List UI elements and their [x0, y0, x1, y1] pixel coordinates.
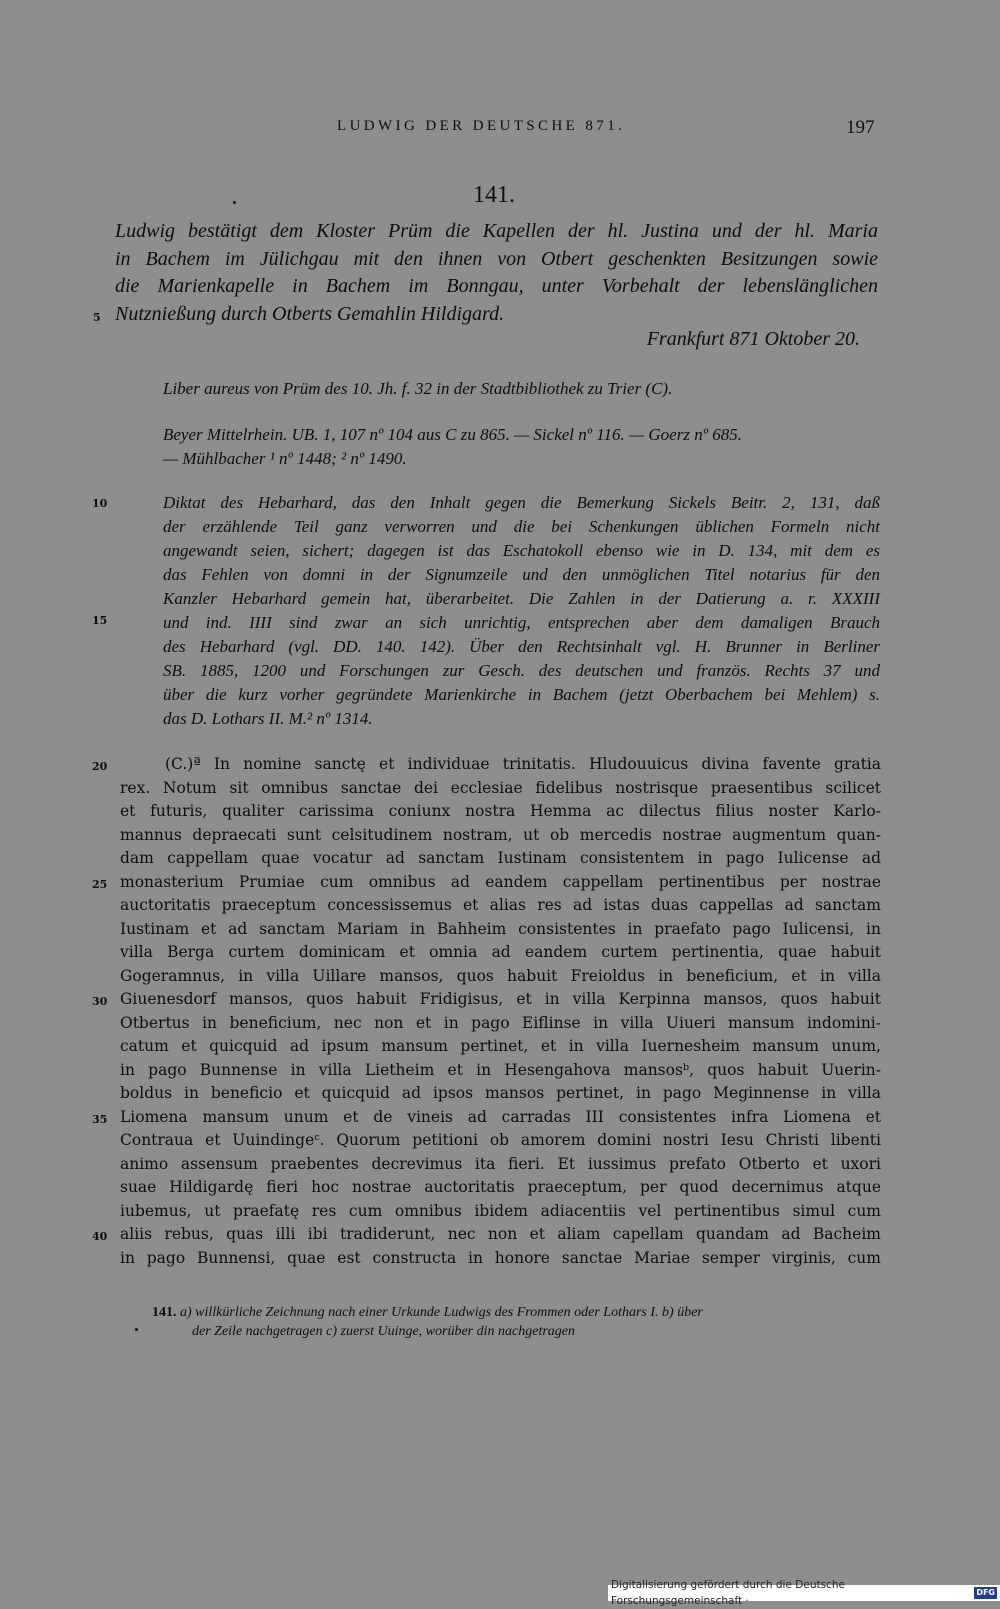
commentary-line: das D. Lothars II. M.² nº 1314. — [163, 709, 373, 728]
charter-line: mannus depraecati sunt celsitudinem nostram, ut ob mercedis nostrae augmentum quan- — [120, 825, 881, 844]
document-number: 141. — [473, 182, 515, 208]
commentary-line: des Hebarhard (vgl. DD. 140. 142). Über den Rechtsinhalt vgl. H. Brunner in Berliner — [163, 637, 880, 656]
charter-line: Otbertus in beneficium, nec non et in pago Eiflinse in villa Uiueri mansum indomini- — [120, 1013, 881, 1032]
editions-line: — Mühlbacher ¹ nº 1448; ² nº 1490. — [163, 449, 407, 468]
line-number: 30 — [92, 995, 108, 1008]
footnotes — [152, 1303, 703, 1341]
charter-line: et futuris, qualiter carissima coniunx nostra Hemma ac dilectus filius noster Karlo- — [120, 802, 881, 820]
date-place: Frankfurt 871 Oktober 20. — [646, 328, 860, 350]
running-head: LUDWIG DER DEUTSCHE 871. — [337, 118, 626, 134]
charter-line: animo assensum praebentes decrevimus ita fieri. Et iussimus prefato Otberto et uxori — [120, 1154, 881, 1173]
charter-line: in pago Bunnensi, quae est constructa in honore sanctae Mariae semper virginis, cum — [120, 1248, 881, 1267]
source-note: Liber aureus von Prüm des 10. Jh. f. 32 in der Stadtbibliothek zu Trier (C). — [163, 379, 673, 398]
line-number: 25 — [92, 878, 108, 891]
charter-line: suae Hildigardę fieri hoc nostrae auctoritatis praeceptum, per quod decernimus atque — [120, 1178, 881, 1196]
speck-mark — [135, 1328, 138, 1331]
charter-line: Iustinam et ad sanctam Mariam in Bahheim consistentes in praefato pago Iulicensi, in — [120, 919, 881, 938]
line-number: 10 — [92, 497, 108, 510]
footnote-number: 141. — [152, 1305, 177, 1320]
commentary-line: Kanzler Hebarhard gemein hat, überarbeitet. Die Zahlen in der Datierung a. r. XXXIII — [163, 589, 880, 608]
commentary — [163, 491, 880, 731]
credit-text: Digitalisierung gefördert durch die Deutsche Forschungsgemeinschaft · — [611, 1579, 845, 1607]
charter-line: villa Berga curtem dominicam et omnia ad eandem curtem pertinentia, quae habuit — [120, 943, 881, 961]
regest-line: Nutznießung durch Otberts Gemahlin Hildigard. — [115, 302, 505, 325]
regest — [115, 218, 878, 328]
charter-line: rex. Notum sit omnibus sanctae dei ecclesiae fidelibus nostrisque praesentibus scilicet — [120, 778, 881, 797]
charter-line: iubemus, ut praefatę res cum omnibus ibidem adiacentiis vel pertinentibus simul cum — [120, 1201, 881, 1220]
commentary-line: über die kurz vorher gegründete Marienkirche in Bachem (jetzt Oberbachem bei Mehlem) s. — [163, 685, 880, 704]
footnote-line: der Zeile nachgetragen c) zuerst Uuinge, worüber din nachgetragen — [192, 1324, 575, 1339]
charter-line: in pago Bunnense in villa Lietheim et in Hesengahova mansosᵇ, quos habuit Uuerin- — [120, 1060, 881, 1079]
regest-line: in Bachem im Jülichgau mit den ihnen von Otbert geschenkten Besitzungen sowie — [115, 247, 878, 270]
commentary-line: angewandt seien, sichert; dagegen ist das Eschatokoll ebenso wie in D. 134, mit dem es — [163, 541, 880, 560]
line-number: 35 — [92, 1113, 108, 1126]
commentary-line: SB. 1885, 1200 und Forschungen zur Gesch. des deutschen und französ. Rechts 37 und — [163, 661, 880, 680]
regest-line: die Marienkapelle in Bachem im Bonngau, unter Vorbehalt der lebenslänglichen — [115, 275, 878, 297]
charter-line: catum et quicquid ad ipsum mansum pertinet, et in villa Iuernesheim mansum unum, — [120, 1037, 881, 1055]
line-number: 20 — [92, 760, 108, 773]
footnote-line — [152, 1303, 703, 1322]
speck-mark — [233, 201, 236, 204]
charter-line: aliis rebus, quas illi ibi tradiderunt, nec non et aliam capellam quandam ad Bacheim — [120, 1225, 881, 1243]
charter-line: dam cappellam quae vocatur ad sanctam Iustinam consistentem in pago Iulicense ad — [120, 849, 881, 867]
page-number: 197 — [846, 117, 875, 138]
charter-line: Gogeramnus, in villa Uillare mansos, quos habuit Freioldus in beneficium, et in villa — [120, 966, 881, 985]
charter-text — [120, 753, 881, 1270]
charter-line: Contraua et Uuindingeᶜ. Quorum petitioni ob amorem domini nostri Iesu Christi libenti — [120, 1131, 881, 1149]
footnote-text: a) willkürliche Zeichnung nach einer Urkunde Ludwigs des Frommen oder Lothars I. b) über — [180, 1305, 703, 1320]
editions-line: Beyer Mittelrhein. UB. 1, 107 nº 104 aus C zu 865. — Sickel nº 116. — Goerz nº 685. — [163, 425, 742, 444]
line-number: 15 — [92, 614, 108, 627]
commentary-line: und ind. IIII sind zwar an sich unrichtig, entsprechen aber dem damaligen Brauch — [163, 613, 880, 632]
charter-line: monasterium Prumiae cum omnibus ad eandem cappellam pertinentibus per nostrae — [120, 872, 881, 891]
charter-line: Giuenesdorf mansos, quos habuit Fridigisus, et in villa Kerpinna mansos, quos habuit — [120, 990, 881, 1008]
commentary-line: der erzählende Teil ganz verworren und die bei Schenkungen üblichen Formeln nicht — [163, 517, 880, 536]
commentary-line: das Fehlen von domni in der Signumzeile und den unmöglichen Titel notarius für den — [163, 565, 880, 584]
commentary-line: Diktat des Hebarhard, das den Inhalt gegen die Bemerkung Sickels Beitr. 2, 131, daß — [163, 493, 880, 512]
regest-line: Ludwig bestätigt dem Kloster Prüm die Kapellen der hl. Justina und der hl. Maria — [115, 220, 878, 242]
line-number: 40 — [92, 1230, 108, 1243]
digitization-credit — [608, 1579, 1000, 1607]
dfg-logo-icon: DFG — [976, 1588, 995, 1597]
charter-line: Liomena mansum unum et de vineis ad carradas III consistentes infra Liomena et — [120, 1107, 881, 1126]
charter-line: (C.)ª In nomine sanctę et individuae trinitatis. Hludouuicus divina favente gratia — [165, 755, 881, 773]
line-number: 5 — [93, 311, 101, 324]
charter-line: auctoritatis praeceptum concessissemus et alias res ad istas duas cappellas ad sanctam — [120, 896, 881, 914]
charter-line: boldus in beneficio et quicquid ad ipsos mansos pertinet, in pago Meginnense in villa — [120, 1084, 881, 1102]
